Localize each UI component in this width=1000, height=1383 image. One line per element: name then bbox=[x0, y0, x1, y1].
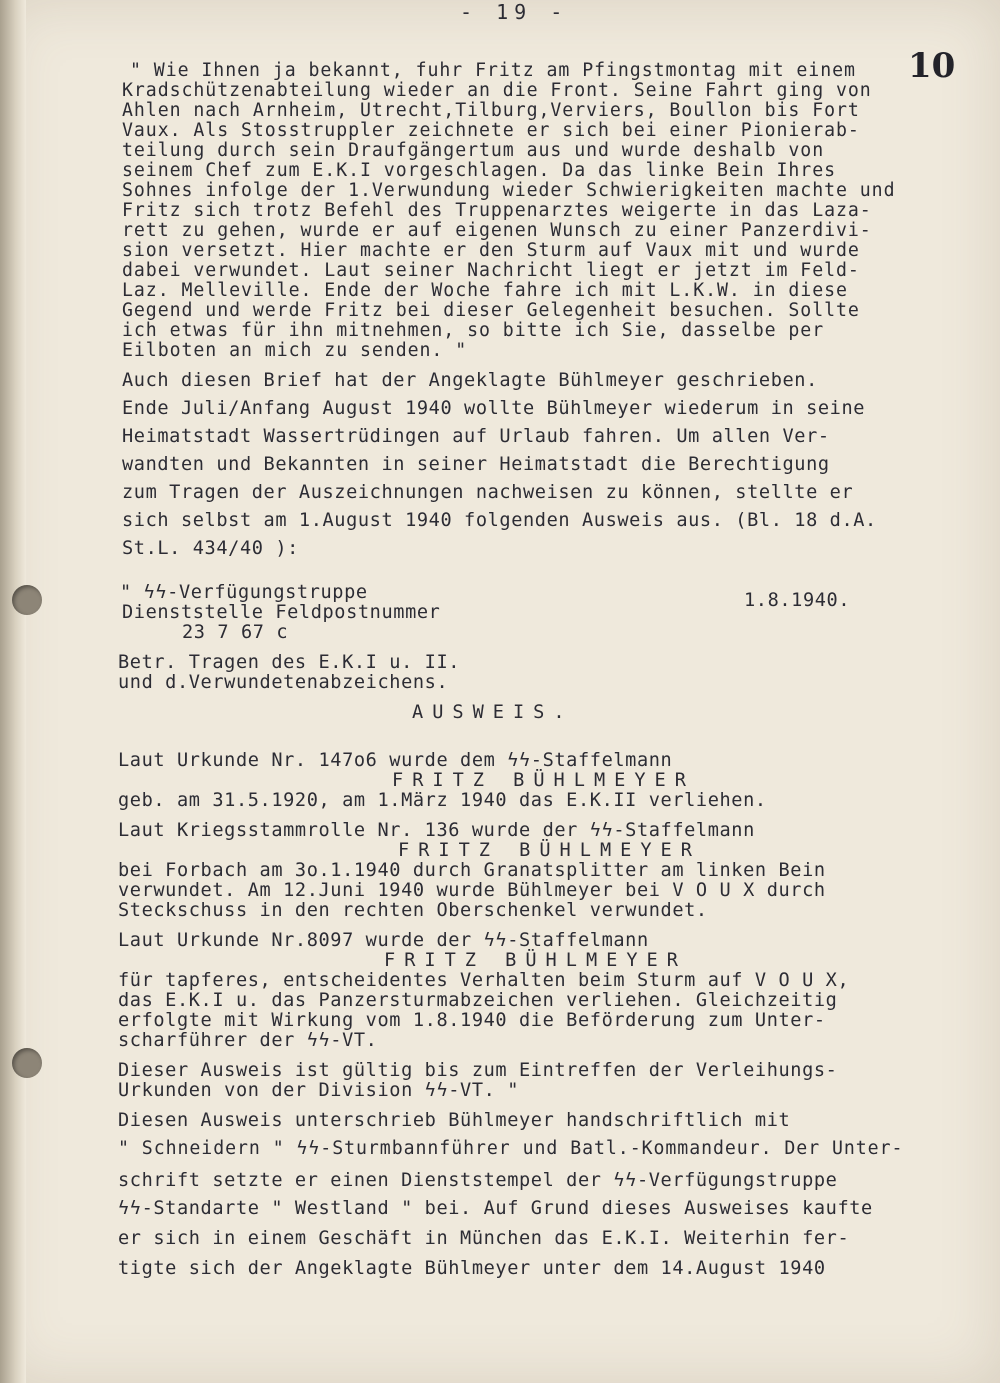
page-number: - 19 - bbox=[460, 0, 569, 24]
paragraph-line: Urkunden von der Division ϟϟ-VT. " bbox=[118, 1080, 520, 1101]
letter-line: rett zu gehen, wurde er auf eigenen Wunsch zu einer Panzerdivi- bbox=[122, 220, 872, 241]
paragraph-line: geb. am 31.5.1920, am 1.März 1940 das E.K.II verliehen. bbox=[118, 790, 767, 811]
letter-line: ich etwas für ihn mitnehmen, so bitte ich Sie, dasselbe per bbox=[122, 320, 825, 341]
letter-line: Fritz sich trotz Befehl des Truppenarztes weigerte in das Laza- bbox=[122, 200, 872, 221]
narrative-line: Auch diesen Brief hat der Angeklagte Bühlmeyer geschrieben. bbox=[122, 370, 818, 391]
document-heading: AUSWEIS. bbox=[412, 702, 574, 723]
narrative-line: ϟϟ-Standarte " Westland " bei. Auf Grund dieses Ausweises kaufte bbox=[118, 1198, 873, 1219]
name-line: FRITZ BÜHLMEYER bbox=[398, 840, 701, 861]
document-date: 1.8.1940. bbox=[744, 590, 851, 611]
letter-line: Vaux. Als Stosstruppler zeichnete er sich bei einer Pionierab- bbox=[122, 120, 860, 141]
paragraph-line: Dieser Ausweis ist gültig bis zum Eintreffen der Verleihungs- bbox=[118, 1060, 838, 1081]
paragraph-line: Laut Urkunde Nr. 147o6 wurde dem ϟϟ-Staffelmann bbox=[118, 750, 673, 771]
letter-line: Sohnes infolge der 1.Verwundung wieder Schwierigkeiten machte und bbox=[122, 180, 896, 201]
narrative-line: wandten und Bekannten in seiner Heimatstadt die Berechtigung bbox=[122, 454, 830, 475]
narrative-line: " Schneidern " ϟϟ-Sturmbannführer und Batl.-Kommandeur. Der Unter- bbox=[118, 1138, 904, 1159]
punch-hole-top bbox=[12, 585, 42, 615]
sheet-number: 10 bbox=[908, 46, 956, 86]
letter-line: Laz. Melleville. Ende der Woche fahre ich mit L.K.W. in diese bbox=[122, 280, 848, 301]
punch-hole-bottom bbox=[12, 1048, 42, 1078]
narrative-line: er sich in einem Geschäft in München das E.K.I. Weiterhin fer- bbox=[118, 1228, 850, 1249]
name-line: FRITZ BÜHLMEYER bbox=[384, 950, 687, 971]
letter-line: dabei verwundet. Laut seiner Nachricht liegt er jetzt im Feld- bbox=[122, 260, 860, 281]
narrative-line: Heimatstadt Wassertrüdingen auf Urlaub fahren. Um allen Ver- bbox=[122, 426, 830, 447]
subject-line: und d.Verwundetenabzeichens. bbox=[118, 672, 449, 693]
unit-line: Dienststelle Feldpostnummer bbox=[122, 602, 441, 623]
narrative-line: zum Tragen der Auszeichnungen nachweisen zu können, stellte er bbox=[122, 482, 854, 503]
narrative-line: sich selbst am 1.August 1940 folgenden Ausweis aus. (Bl. 18 d.A. bbox=[122, 510, 877, 531]
letter-line: Eilboten an mich zu senden. " bbox=[122, 340, 468, 361]
paragraph-line: bei Forbach am 3o.1.1940 durch Granatsplitter am linken Bein bbox=[118, 860, 826, 881]
narrative-line: schrift setzte er einen Dienststempel der ϟϟ-Verfügungstruppe bbox=[118, 1170, 838, 1191]
field-post-number: 23 7 67 c bbox=[182, 622, 289, 643]
narrative-line: Ende Juli/Anfang August 1940 wollte Bühlmeyer wiederum in seine bbox=[122, 398, 866, 419]
letter-line: sion versetzt. Hier machte er den Sturm auf Vaux mit und wurde bbox=[122, 240, 860, 261]
subject-line: Betr. Tragen des E.K.I u. II. bbox=[118, 652, 461, 673]
paragraph-line: erfolgte mit Wirkung vom 1.8.1940 die Beförderung zum Unter- bbox=[118, 1010, 826, 1031]
narrative-line: Diesen Ausweis unterschrieb Bühlmeyer handschriftlich mit bbox=[118, 1110, 791, 1131]
letter-line: Kradschützenabteilung wieder an die Front. Seine Fahrt ging von bbox=[122, 80, 872, 101]
narrative-line: St.L. 434/40 ): bbox=[122, 538, 299, 559]
paragraph-line: für tapferes, entscheidentes Verhalten beim Sturm auf V O U X, bbox=[118, 970, 850, 991]
paragraph-line: das E.K.I u. das Panzersturmabzeichen verliehen. Gleichzeitig bbox=[118, 990, 838, 1011]
letter-line: Gegend und werde Fritz bei dieser Gelegenheit besuchen. Sollte bbox=[122, 300, 860, 321]
unit-line: " ϟϟ-Verfügungstruppe bbox=[120, 582, 368, 603]
name-line: FRITZ BÜHLMEYER bbox=[392, 770, 695, 791]
paragraph-line: Steckschuss in den rechten Oberschenkel verwundet. bbox=[118, 900, 708, 921]
letter-line: Ahlen nach Arnheim, Utrecht,Tilburg,Verviers, Boullon bis Fort bbox=[122, 100, 860, 121]
paragraph-line: Laut Urkunde Nr.8097 wurde der ϟϟ-Staffelmann bbox=[118, 930, 649, 951]
letter-line: " Wie Ihnen ja bekannt, fuhr Fritz am Pfingstmontag mit einem bbox=[130, 60, 856, 81]
letter-line: teilung durch sein Draufgängertum aus und wurde deshalb von bbox=[122, 140, 825, 161]
paragraph-line: scharführer der ϟϟ-VT. bbox=[118, 1030, 378, 1051]
paragraph-line: verwundet. Am 12.Juni 1940 wurde Bühlmeyer bei V O U X durch bbox=[118, 880, 826, 901]
paper-edge bbox=[0, 0, 26, 1383]
narrative-line: tigte sich der Angeklagte Bühlmeyer unter dem 14.August 1940 bbox=[118, 1258, 826, 1279]
letter-line: seinem Chef zum E.K.I vorgeschlagen. Da das linke Bein Ihres bbox=[122, 160, 836, 181]
paragraph-line: Laut Kriegsstammrolle Nr. 136 wurde der ϟϟ-Staffelmann bbox=[118, 820, 755, 841]
